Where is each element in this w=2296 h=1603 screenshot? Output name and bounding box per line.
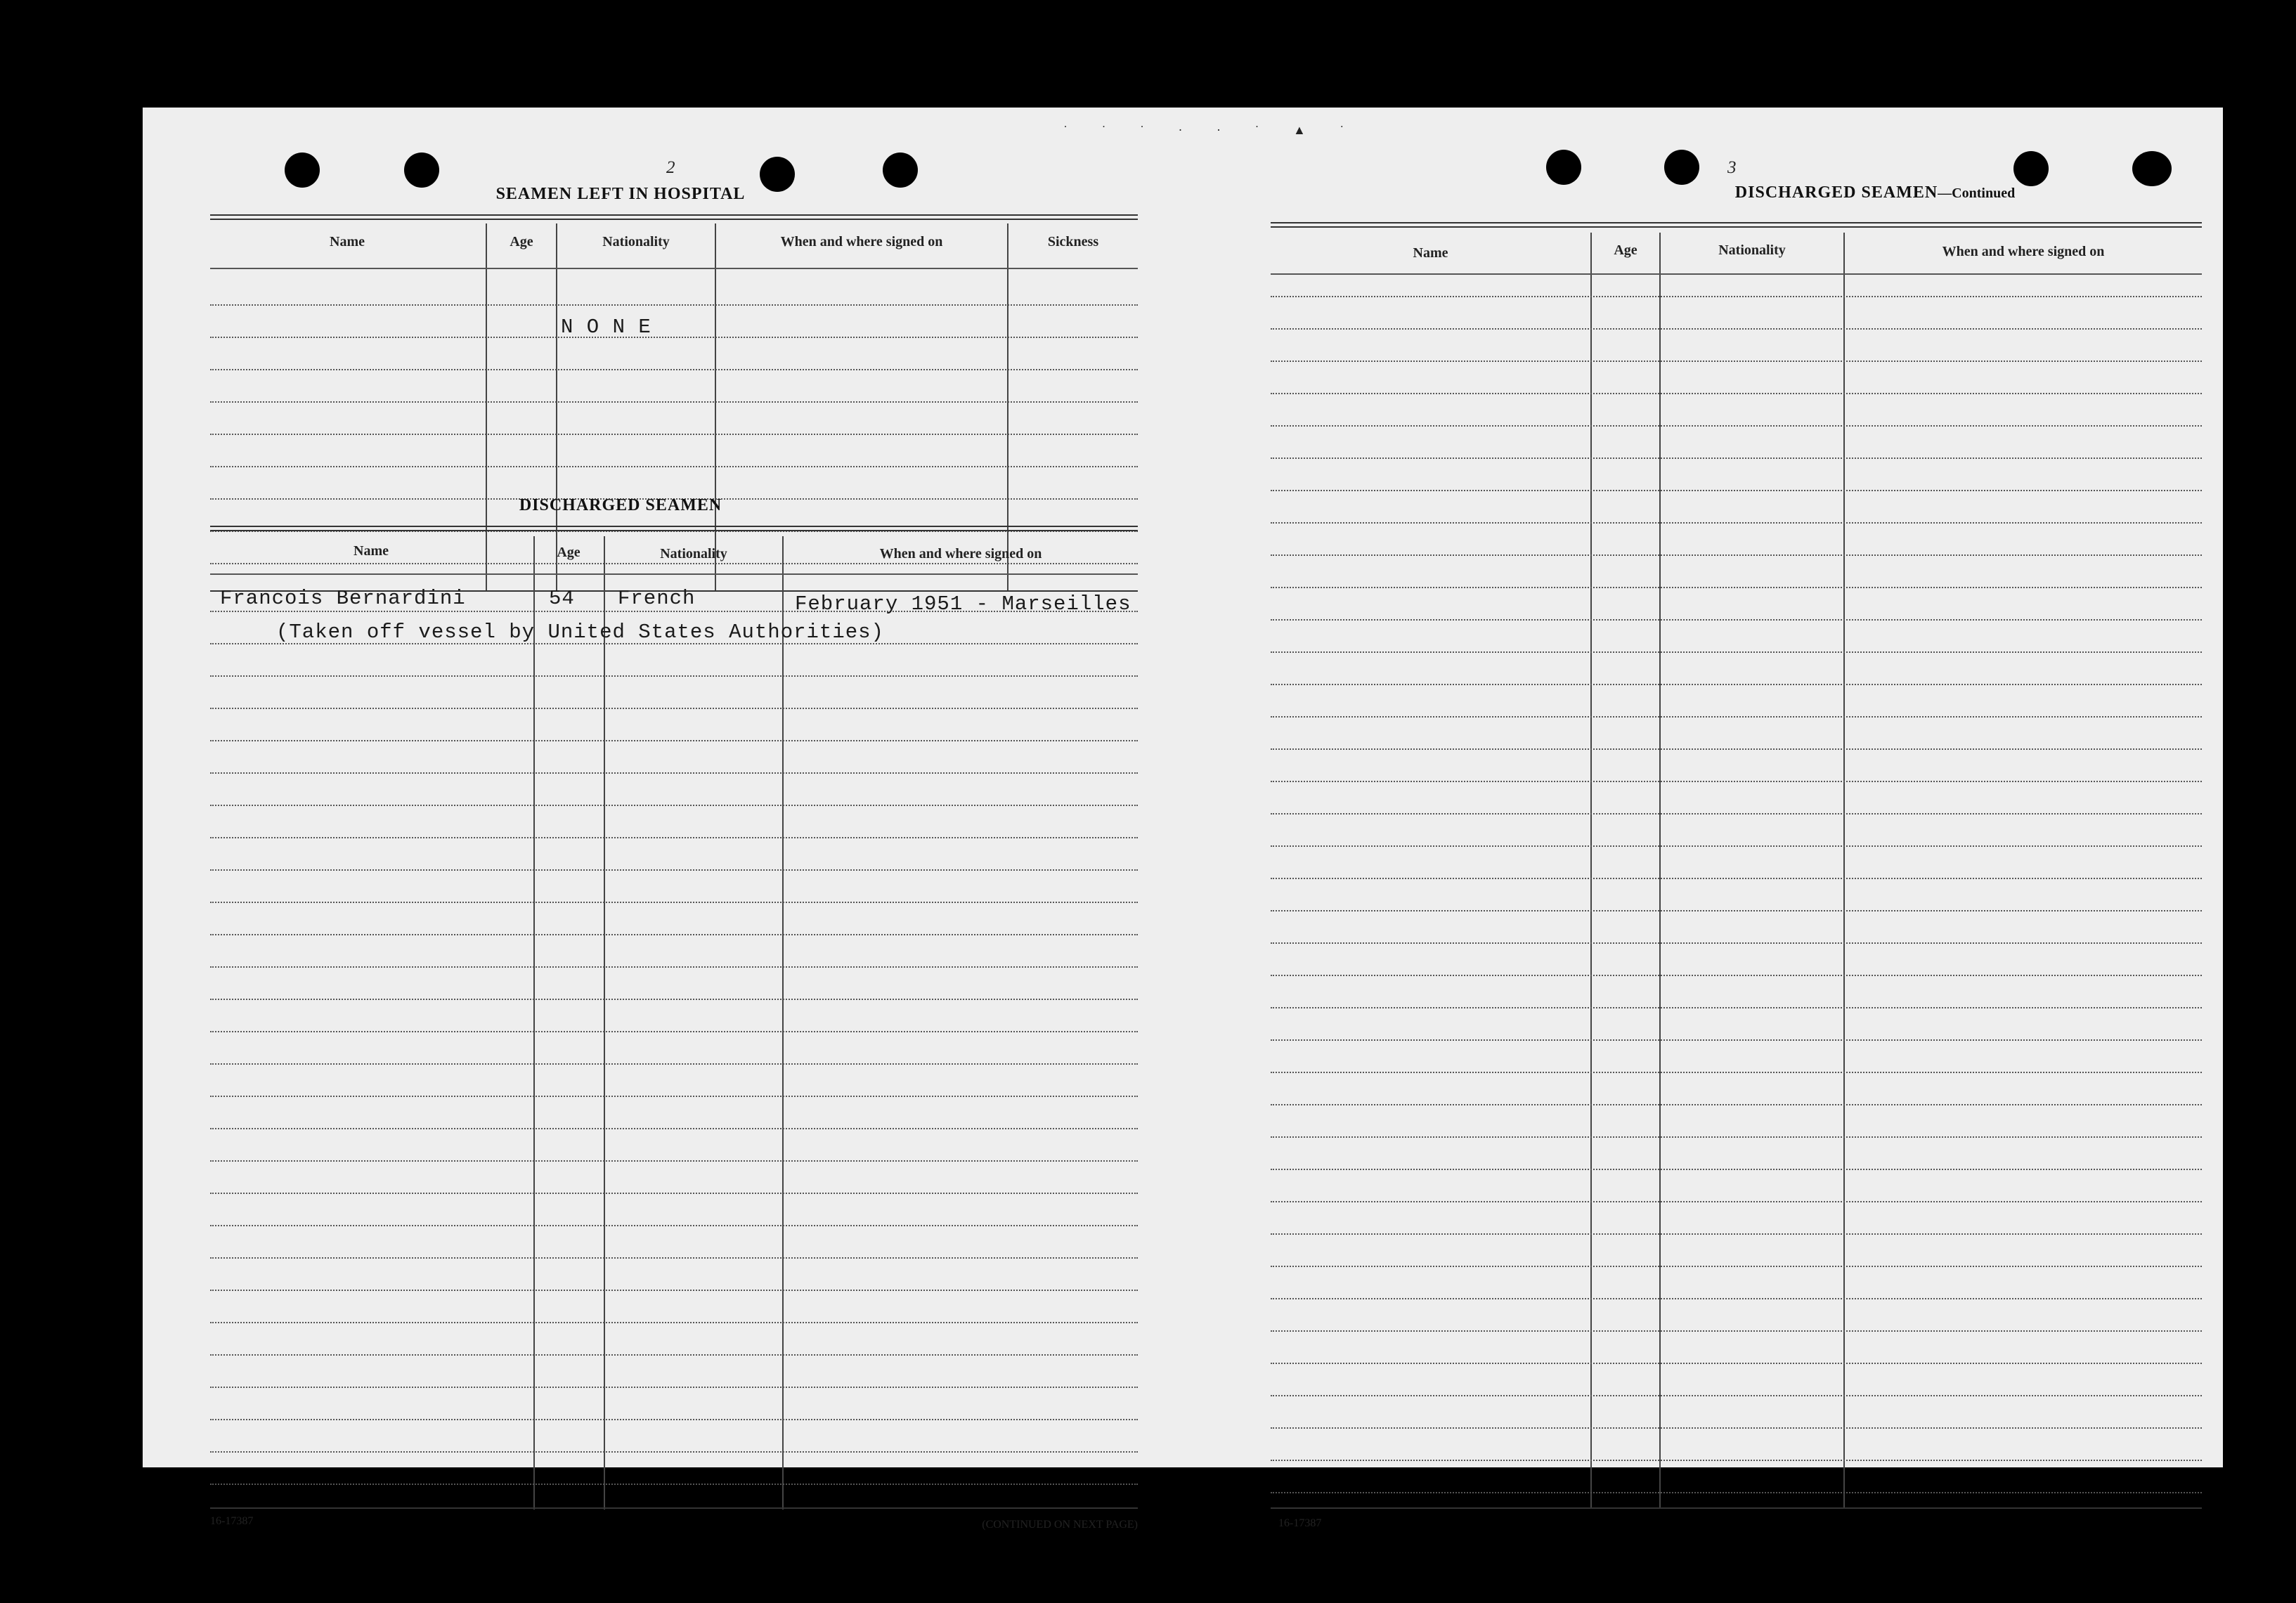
- hospital-top-rule: [210, 219, 1138, 220]
- ruled-line: [1271, 1233, 2202, 1235]
- ruled-line: [210, 1128, 1138, 1129]
- ruled-line: [210, 1387, 1138, 1388]
- ruled-line: [210, 1096, 1138, 1097]
- discharged-header-rule: [210, 573, 1138, 575]
- ruled-line: [1271, 328, 2202, 330]
- page-number-left: 2: [666, 158, 675, 177]
- right-bottom-rule: [1271, 1507, 2202, 1509]
- ruled-line: [1271, 619, 2202, 621]
- hospital-row-rule: [210, 337, 1138, 338]
- ruled-line: [1271, 393, 2202, 394]
- column-divider: [1843, 233, 1845, 1508]
- ruled-line: [1271, 554, 2202, 556]
- ruled-line: [1271, 1363, 2202, 1364]
- page-number-right: 3: [1727, 158, 1737, 177]
- continued-note: (CONTINUED ON NEXT PAGE): [982, 1519, 1138, 1531]
- punch-hole: [2013, 151, 2049, 186]
- ruled-line: [1271, 845, 2202, 847]
- ruled-line: [210, 837, 1138, 838]
- right-title-main: DISCHARGED SEAMEN: [1734, 183, 1938, 202]
- right-top-rule: [1271, 222, 2202, 223]
- hospital-header-rule: [210, 268, 1138, 269]
- ruled-line: [1271, 975, 2202, 976]
- ruled-line: [1271, 1298, 2202, 1299]
- right-header-nationality: Nationality: [1718, 242, 1786, 258]
- ruled-line: [210, 1419, 1138, 1420]
- discharged-note: (Taken off vessel by United States Authorities): [276, 621, 884, 644]
- ruled-line: [1271, 1201, 2202, 1202]
- discharged-header-age: Age: [557, 545, 581, 560]
- right-top-rule: [1271, 226, 2202, 228]
- discharged-bottom-rule: [210, 1507, 1138, 1509]
- hospital-row-rule: [210, 563, 1138, 564]
- ruled-line: [1271, 1169, 2202, 1170]
- form-number-left: 16-17387: [210, 1515, 254, 1527]
- hospital-none-entry: N O N E: [561, 316, 651, 339]
- punch-hole: [2132, 151, 2172, 186]
- column-divider: [1590, 233, 1592, 1508]
- column-divider: [533, 536, 535, 1510]
- ruled-line: [210, 999, 1138, 1000]
- ruled-line: [210, 902, 1138, 903]
- hospital-header-sickness: Sickness: [1047, 234, 1099, 249]
- ruled-line: [1271, 813, 2202, 815]
- ruled-line: [1271, 684, 2202, 685]
- hospital-header-name: Name: [330, 234, 365, 249]
- ruled-line: [1271, 296, 2202, 297]
- column-divider: [1007, 223, 1008, 590]
- ruled-line: [1271, 878, 2202, 879]
- ruled-line: [1271, 910, 2202, 911]
- stray-marks: ˙ ˙ ˙ · · ˙ ▲ ˙: [1063, 123, 1360, 137]
- punch-hole: [1546, 150, 1581, 185]
- column-divider: [556, 223, 557, 590]
- column-divider: [782, 536, 784, 1510]
- punch-hole: [883, 152, 918, 188]
- ruled-line: [1271, 490, 2202, 491]
- right-header-rule: [1271, 273, 2202, 275]
- discharged-section-title: DISCHARGED SEAMEN: [519, 496, 722, 514]
- ruled-line: [210, 934, 1138, 935]
- document-sheet: [143, 108, 2223, 1531]
- ruled-line: [210, 1225, 1138, 1226]
- ruled-line: [1271, 1395, 2202, 1396]
- hospital-row-rule: [210, 401, 1138, 403]
- ruled-line: [1271, 587, 2202, 588]
- discharged-header-nationality: Nationality: [660, 546, 727, 562]
- discharged-top-rule: [210, 526, 1138, 527]
- ruled-line: [210, 1451, 1138, 1453]
- ruled-line: [210, 869, 1138, 871]
- hospital-row-rule: [210, 369, 1138, 370]
- ruled-line: [1271, 361, 2202, 362]
- right-title-suffix: —Continued: [1938, 186, 2016, 201]
- hospital-header-signed-on: When and where signed on: [780, 234, 943, 249]
- ruled-line: [210, 1484, 1138, 1485]
- ruled-line: [1271, 1039, 2202, 1041]
- ruled-line: [1271, 781, 2202, 782]
- column-divider: [1659, 233, 1661, 1508]
- ruled-line: [210, 1160, 1138, 1162]
- ruled-line: [210, 805, 1138, 806]
- ruled-line: [1271, 1492, 2202, 1493]
- ruled-line: [1271, 1072, 2202, 1073]
- punch-hole: [404, 152, 439, 188]
- hospital-section-title: SEAMEN LEFT IN HOSPITAL: [495, 185, 746, 203]
- ruled-line: [1271, 651, 2202, 653]
- column-divider: [604, 536, 605, 1510]
- ruled-line: [1271, 522, 2202, 524]
- ruled-line: [210, 966, 1138, 968]
- discharged-age: 54: [549, 587, 575, 610]
- ruled-line: [1271, 1104, 2202, 1105]
- hospital-header-nationality: Nationality: [602, 234, 670, 249]
- discharged-header-signed-on: When and where signed on: [879, 546, 1042, 562]
- ruled-line: [210, 1193, 1138, 1194]
- ruled-line: [210, 1257, 1138, 1259]
- ruled-line: [1271, 716, 2202, 718]
- column-divider: [486, 223, 487, 590]
- ruled-line: [1271, 1330, 2202, 1332]
- discharged-top-rule: [210, 530, 1138, 531]
- right-header-name: Name: [1413, 245, 1448, 261]
- ruled-line: [1271, 748, 2202, 750]
- ruled-line: [1271, 457, 2202, 459]
- ruled-line: [210, 675, 1138, 677]
- ruled-line: [1271, 1136, 2202, 1138]
- hospital-row-rule: [210, 304, 1138, 306]
- hospital-row-rule: [210, 434, 1138, 435]
- ruled-line: [210, 1063, 1138, 1065]
- ruled-line: [1271, 1266, 2202, 1267]
- ruled-line: [210, 708, 1138, 709]
- ruled-line: [1271, 425, 2202, 427]
- ruled-line: [210, 740, 1138, 741]
- hospital-top-rule: [210, 214, 1138, 216]
- ruled-line: [210, 772, 1138, 774]
- column-divider: [715, 223, 716, 590]
- ruled-line: [210, 1354, 1138, 1356]
- punch-hole: [285, 152, 320, 188]
- right-section-title: [1513, 183, 2237, 202]
- ruled-line: [210, 1322, 1138, 1323]
- punch-hole: [1664, 150, 1699, 185]
- discharged-signed-on: February 1951 - Marseilles: [795, 592, 1131, 616]
- ruled-line: [1271, 1427, 2202, 1429]
- discharged-name: Francois Bernardini: [220, 587, 466, 610]
- hospital-header-age: Age: [510, 234, 533, 249]
- ruled-line: [1271, 1007, 2202, 1008]
- discharged-nationality: French: [618, 587, 696, 610]
- form-number-right: 16-17387: [1278, 1517, 1322, 1529]
- ruled-line: [210, 1031, 1138, 1032]
- ruled-line: [210, 1290, 1138, 1291]
- right-header-age: Age: [1614, 242, 1637, 258]
- ruled-line: [1271, 1460, 2202, 1461]
- discharged-header-name: Name: [354, 543, 389, 559]
- hospital-row-rule: [210, 466, 1138, 467]
- ruled-line: [1271, 942, 2202, 944]
- right-header-signed-on: When and where signed on: [1942, 244, 2105, 259]
